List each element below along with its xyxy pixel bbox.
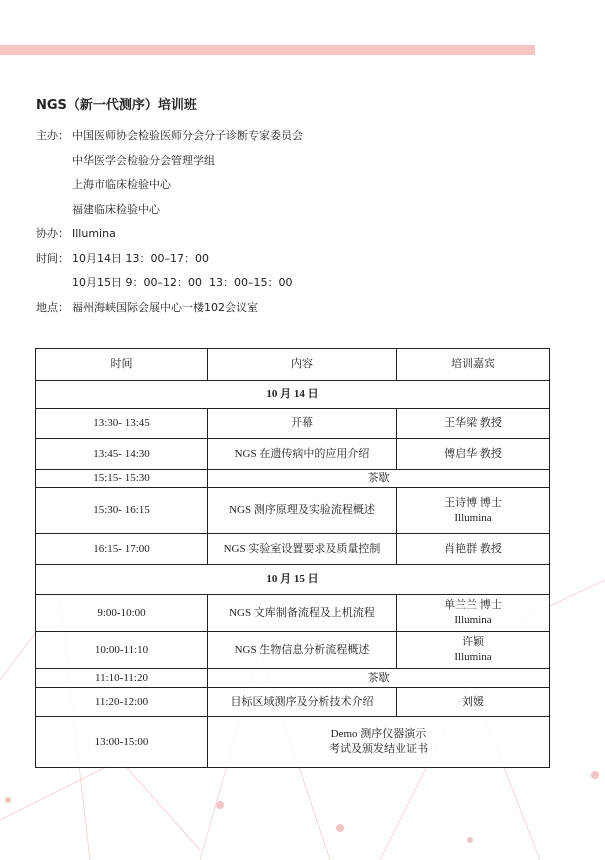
table-row — [36, 439, 550, 470]
session-time: 10:00-11:10 — [36, 632, 208, 669]
session-content: Demo 测序仪器演示 — [330, 728, 427, 740]
session-time: 11:20-12:00 — [36, 688, 208, 717]
location-value: 福州海峡国际会展中心一楼102会议室 — [72, 300, 258, 314]
organizer: 上海市临床检验中心 — [72, 178, 171, 191]
table-row — [36, 632, 550, 669]
time-value: 10月14日 13：00–17：00 — [72, 251, 209, 265]
page-title: NGS（新一代测序）培训班 — [36, 98, 197, 113]
co-organizer-label: 协办： — [36, 227, 69, 240]
table-row — [36, 669, 550, 688]
session-speaker: 王诗博 博士 — [444, 496, 502, 509]
column-header: 时间 — [36, 349, 208, 381]
organizer: 福建临床检验中心 — [72, 202, 160, 216]
session-content: NGS 生物信息分析流程概述 — [208, 632, 397, 669]
location-label: 地点： — [36, 300, 69, 314]
day-heading: 10 月 15 日 — [36, 565, 550, 595]
table-header-row — [36, 349, 550, 381]
table-row — [36, 488, 550, 534]
time-label: 时间： — [36, 251, 69, 265]
session-content: NGS 实验室设置要求及质量控制 — [208, 534, 397, 565]
speaker-org: Illumina — [454, 651, 492, 663]
session-content: NGS 在遗传病中的应用介绍 — [208, 439, 397, 470]
day-heading: 10 月 14 日 — [36, 381, 550, 409]
session-time: 16:15- 17:00 — [36, 534, 208, 565]
table-row — [36, 409, 550, 439]
session-speaker: 肖艳群 教授 — [397, 534, 550, 565]
time-value: 10月15日 9：00–12：00 13：00–15：00 — [72, 276, 293, 289]
session-time: 15:15- 15:30 — [36, 470, 208, 488]
session-content: 茶歇 — [208, 470, 550, 488]
session-content: 目标区域测序及分析技术介绍 — [208, 688, 397, 717]
session-content: 开幕 — [208, 409, 397, 439]
session-speaker: 单兰兰 博士 — [444, 599, 502, 611]
co-organizer: Illumina — [72, 227, 116, 240]
speaker-org: Illumina — [454, 614, 492, 626]
course-info — [36, 96, 303, 320]
header-accent-bar — [0, 45, 535, 55]
session-speaker: 傅启华 教授 — [397, 439, 550, 470]
table-row — [36, 470, 550, 488]
session-time: 13:00-15:00 — [36, 717, 208, 768]
column-header: 内容 — [208, 349, 397, 381]
table-row — [36, 688, 550, 717]
organizer: 中国医师协会检验医师分会分子诊断专家委员会 — [72, 129, 303, 142]
session-speaker: 刘媛 — [397, 688, 550, 717]
session-content: 考试及颁发结业证书 — [329, 743, 428, 755]
speaker-org: Illumina — [454, 511, 492, 524]
session-time: 11:10-11:20 — [36, 669, 208, 688]
session-time: 13:45- 14:30 — [36, 439, 208, 470]
session-time: 13:30- 13:45 — [36, 409, 208, 439]
column-header: 培训嘉宾 — [397, 349, 550, 381]
session-speaker: 王华梁 教授 — [397, 409, 550, 439]
schedule-table — [35, 348, 550, 768]
session-speaker: 许颖 — [462, 636, 484, 648]
table-row — [36, 534, 550, 565]
table-row — [36, 595, 550, 632]
session-content: NGS 文库制备流程及上机流程 — [208, 595, 397, 632]
organizer: 中华医学会检验分会管理学组 — [72, 153, 215, 167]
session-time: 15:30- 16:15 — [36, 488, 208, 534]
table-row — [36, 717, 550, 768]
session-content: 茶歇 — [208, 669, 550, 688]
session-content: NGS 测序原理及实验流程概述 — [208, 488, 397, 534]
session-time: 9:00-10:00 — [36, 595, 208, 632]
organizers-label: 主办： — [36, 129, 69, 142]
